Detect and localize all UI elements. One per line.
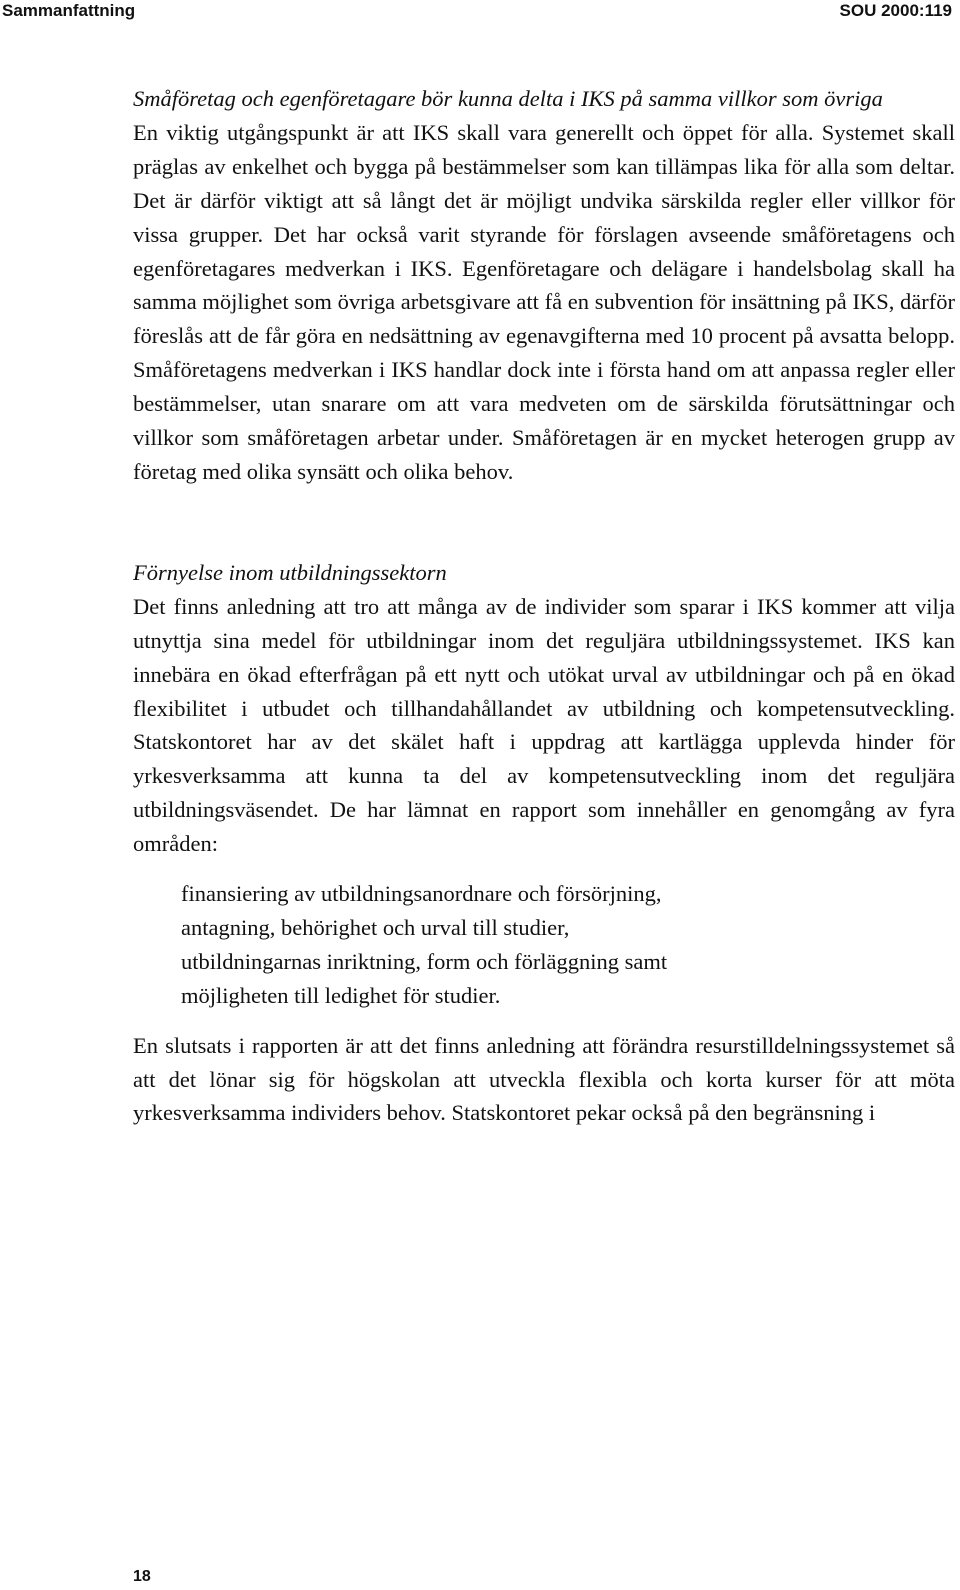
- header-section-title: Sammanfattning: [2, 1, 136, 20]
- page-content: [133, 82, 955, 1130]
- page-number: 18: [133, 1568, 151, 1585]
- paragraph-smaforetag: En viktig utgångspunkt är att IKS skall vara generellt och öppet för alla. Systemet skall präglas av enkelhet och bygga på bestämmelser som kan tillämpas lika för alla som deltar. Det är därför viktigt att så långt det är möjligt undvika särskilda regler eller villkor för vissa grupper. Det har också varit styrande för förslagen avseende småföretagens och egenföretagares medverkan i IKS. Egenföretagare och delägare i handelsbolag skall ha samma möjlighet som övriga arbetsgivare att få en subvention för insättning på IKS, därför föreslås att de får göra en nedsättning av egenavgifterna med 10 procent på avsatta belopp. Småföretagens medverkan i IKS handlar dock inte i första hand om att anpassa regler eller bestämmelser, utan snarare om att vara medveten om de särskilda förutsättningar och villkor som småföretagen arbetar under. Småföretagen är en mycket heterogen grupp av företag med olika synsätt och olika behov.: [133, 119, 955, 484]
- paragraph-fornyelse-2: En slutsats i rapporten är att det finns anledning att förändra resurstilldelningssystemet så att det lönar sig för högskolan att utveckla flexibla och korta kurser för att möta yrkesverksamma individers behov. Statskontoret pekar också på den begränsning i: [133, 1032, 955, 1126]
- section-heading-smaforetag: Småföretag och egenföretagare bör kunna delta i IKS på samma villkor som övriga: [133, 86, 883, 111]
- list-item: finansiering av utbildningsanordnare och försörjning,: [181, 881, 662, 907]
- list-item: utbildningarnas inriktning, form och förläggning samt: [181, 948, 668, 974]
- omraden-list: [181, 877, 955, 1013]
- section-heading-fornyelse: Förnyelse inom utbildningssektorn: [133, 559, 447, 585]
- header-document-id: SOU 2000:119: [839, 1, 952, 20]
- list-item: antagning, behörighet och urval till studier,: [181, 914, 570, 940]
- paragraph-fornyelse-1: Det finns anledning att tro att många av de individer som sparar i IKS kommer att vilja utnyttja sina medel för utbildningar inom det reguljära utbildningssystemet. IKS kan innebära en ökad efterfrågan på ett nytt och utökat urval av utbildningar och på en ökad flexibilitet i utbudet och tillhandahållandet av utbildning och kompetensutveckling. Statskontoret har av det skälet haft i uppdrag att kartlägga upplevda hinder för yrkesverksamma att kunna ta del av kompetensutveckling inom det reguljära utbildningsväsendet. De har lämnat en rapport som innehåller en genomgång av fyra områden:: [133, 593, 955, 857]
- running-header: [0, 0, 960, 26]
- list-item: möjligheten till ledighet för studier.: [181, 982, 501, 1008]
- section-spacer: [133, 489, 955, 556]
